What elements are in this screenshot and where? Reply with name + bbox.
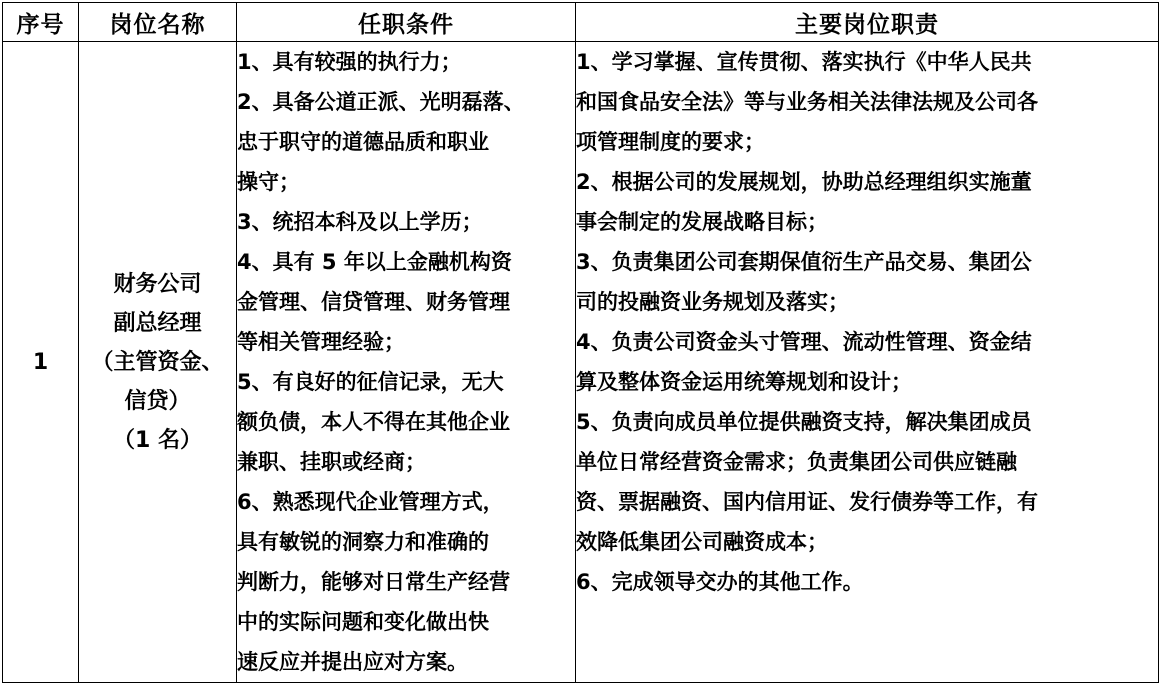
requirement-line: 具有敏锐的洞察力和准确的	[237, 530, 489, 554]
duty-line: 6、完成领导交办的其他工作。	[576, 570, 864, 594]
duty-line: 单位日常经营资金需求；负责集团公司供应链融	[576, 450, 1017, 474]
header-row	[3, 3, 1159, 42]
duty-line: 2、根据公司的发展规划，协助总经理组织实施董	[576, 170, 1032, 194]
requirement-line: 额负债，本人不得在其他企业	[237, 410, 510, 434]
requirement-line: 等相关管理经验；	[237, 330, 405, 354]
position-name-line: （主管资金、	[91, 349, 224, 375]
job-posting-table	[2, 2, 1159, 683]
requirements-cell	[237, 42, 576, 683]
requirement-line: 速反应并提出应对方案。	[237, 650, 468, 674]
duty-line: 资、票据融资、国内信用证、发行债券等工作，有	[576, 490, 1038, 514]
row-index-cell	[3, 42, 79, 683]
table-row	[3, 42, 1159, 683]
duty-line: 1、学习掌握、宣传贯彻、落实执行《中华人民共	[576, 50, 1032, 74]
requirement-line: 中的实际问题和变化做出快	[237, 610, 489, 634]
row-index: 1	[32, 349, 49, 375]
duty-line: 算及整体资金运用统筹规划和设计；	[576, 370, 912, 394]
position-name-line: （1 名）	[113, 427, 202, 453]
duties-cell	[576, 42, 1159, 683]
duty-line: 效降低集团公司融资成本；	[576, 530, 828, 554]
duty-line: 项管理制度的要求；	[576, 130, 765, 154]
requirement-line: 金管理、信贷管理、财务管理	[237, 290, 510, 314]
position-name	[91, 265, 223, 460]
requirement-line: 2、具备公道正派、光明磊落、	[237, 90, 525, 114]
duty-line: 司的投融资业务规划及落实；	[576, 290, 849, 314]
duty-line: 5、负责向成员单位提供融资支持，解决集团成员	[576, 410, 1032, 434]
duty-line: 事会制定的发展战略目标；	[576, 210, 828, 234]
position-name-line: 副总经理	[113, 310, 202, 336]
header-position-name: 岗位名称	[79, 3, 237, 42]
duty-line: 4、负责公司资金头寸管理、流动性管理、资金结	[576, 330, 1032, 354]
header-duties: 主要岗位职责	[576, 3, 1159, 42]
position-name-line: 信贷）	[124, 388, 191, 414]
requirement-line: 判断力，能够对日常生产经营	[237, 570, 510, 594]
position-name-cell	[79, 42, 237, 683]
requirement-line: 4、具有 5 年以上金融机构资	[237, 250, 512, 274]
duty-line: 3、负责集团公司套期保值衍生产品交易、集团公	[576, 250, 1032, 274]
position-name-line: 财务公司	[113, 271, 202, 297]
requirement-line: 5、有良好的征信记录，无大	[237, 370, 504, 394]
requirement-line: 6、熟悉现代企业管理方式，	[237, 490, 504, 514]
requirement-line: 操守；	[237, 170, 300, 194]
requirement-line: 忠于职守的道德品质和职业	[237, 130, 489, 154]
duty-line: 和国食品安全法》等与业务相关法律法规及公司各	[576, 90, 1038, 114]
header-requirements: 任职条件	[237, 3, 576, 42]
requirement-line: 1、具有较强的执行力；	[237, 50, 462, 74]
header-index: 序号	[3, 3, 79, 42]
requirement-line: 兼职、挂职或经商；	[237, 450, 426, 474]
requirement-line: 3、统招本科及以上学历；	[237, 210, 483, 234]
